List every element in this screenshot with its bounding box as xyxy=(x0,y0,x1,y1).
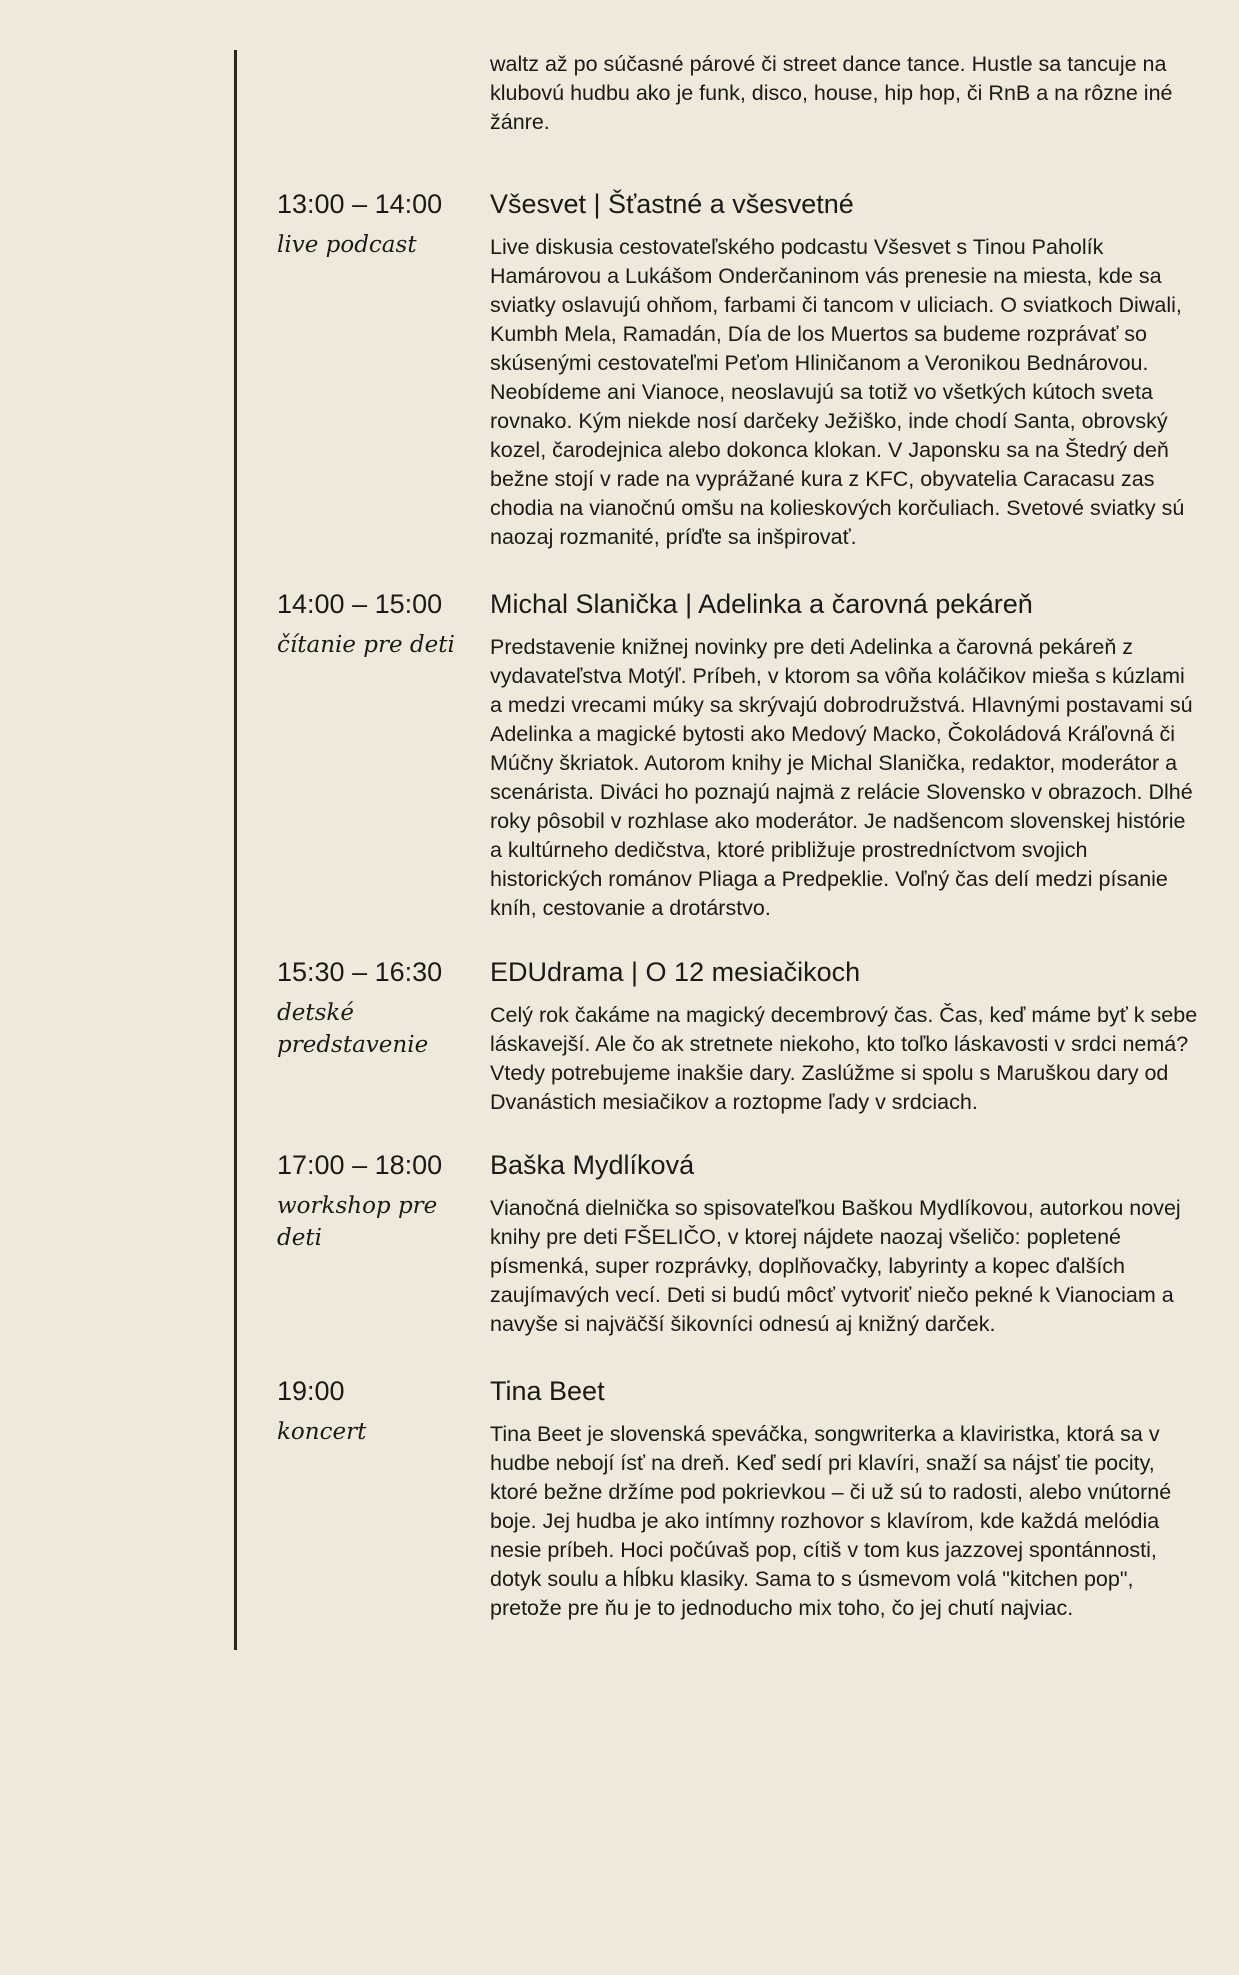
event-time: 15:30 – 16:30 xyxy=(277,957,443,987)
event-type: detské predstavenie xyxy=(277,1000,429,1058)
event-type: live podcast xyxy=(277,232,417,258)
event-time: 19:00 xyxy=(277,1376,345,1406)
event-title: EDUdrama | O 12 mesiačikoch xyxy=(490,957,861,987)
event-title: Baška Mydlíková xyxy=(490,1150,695,1180)
event-time: 14:00 – 15:00 xyxy=(277,589,443,619)
event-type: workshop pre deti xyxy=(277,1193,438,1251)
timeline-line xyxy=(234,50,237,1650)
event-description: Tina Beet je slovenská speváčka, songwriterka a klaviristka, ktorá sa v hudbe nebojí ísť na dreň. Keď sedí pri klavíri, snaží sa nájsť tie pocity, ktoré bežne držíme pod pokrievkou – či už sú to radosti, alebo vnútorné boje. Jej hudba je ako intímny rozhovor s klavírom, kde každá melódia nesie príbeh. Hoci počúvaš pop, cítiš v tom kus jazzovej spontánnosti, dotyk soulu a hĺbku klasiky. Sama to s úsmevom volá "kitchen pop", pretože pre ňu je to jednoducho mix toho, čo jej chutí najviac. xyxy=(490,1422,1172,1620)
event-description: Celý rok čakáme na magický decembrový čas. Čas, keď máme byť k sebe láskavejší. Ale čo ak stretnete niekoho, kto toľko láskavosti v srdci nemá? Vtedy potrebujeme inakšie dary. Zaslúžme si spolu s Maruškou dary od Dvanástich mesiačikov a roztopme ľady v srdciach. xyxy=(490,1003,1198,1114)
event-title: Tina Beet xyxy=(490,1376,605,1406)
event-description: Vianočná dielnička so spisovateľkou Baškou Mydlíkovou, autorkou novej knihy pre deti FŠELIČO, v ktorej nájdete naozaj všeličo: popletené písmenká, super rozprávky, doplňovačky, labyrinty a kopec ďalších zaujímavých vecí. Deti si budú môcť vytvoriť niečo pekné k Vianociam a navyše si najväčší šikovníci odnesú aj knižný darček. xyxy=(490,1196,1181,1336)
event-description: Predstavenie knižnej novinky pre deti Adelinka a čarovná pekáreň z vydavateľstva Motýľ. Príbeh, v ktorom sa vôňa koláčikov mieša s kúzlami a medzi vrecami múky sa skrývajú dobrodružstvá. Hlavnými postavami sú Adelinka a magické bytosti ako Medový Macko, Čokoládová Kráľovná či Múčny škriatok. Autorom knihy je Michal Slanička, redaktor, moderátor a scenárista. Diváci ho poznajú najmä z relácie Slovensko v obrazoch. Dlhé roky pôsobil v rozhlase ako moderátor. Je nadšencom slovenskej histórie a kultúrneho dedičstva, ktoré približuje prostredníctvom svojich historických románov Pliaga a Predpeklie. Voľný čas delí medzi písanie kníh, cestovanie a drotárstvo. xyxy=(490,635,1193,920)
event-type: koncert xyxy=(277,1419,367,1445)
event-time: 17:00 – 18:00 xyxy=(277,1150,443,1180)
event-description: Live diskusia cestovateľského podcastu Všesvet s Tinou Paholík Hamárovou a Lukášom Onderčaninom vás prenesie na miesta, kde sa sviatky oslavujú ohňom, farbami či tancom v uliciach. O sviatkoch Diwali, Kumbh Mela, Ramadán, Día de los Muertos sa budeme rozprávať so skúsenými cestovateľmi Peťom Hliničanom a Veronikou Bednárovou. Neobídeme ani Vianoce, neoslavujú sa totiž vo všetkých kútoch sveta rovnako. Kým niekde nosí darčeky Ježiško, inde chodí Santa, obrovský kozel, čarodejnica alebo dokonca klokan. V Japonsku sa na Štedrý deň bežne stojí v rade na vyprážané kura z KFC, obyvatelia Caracasu zas chodia na vianočnú omšu na kolieskových korčuliach. Svetové sviatky sú naozaj rozmanité, príďte sa inšpirovať. xyxy=(490,235,1185,549)
event-title: Michal Slanička | Adelinka a čarovná pekáreň xyxy=(490,589,1033,619)
event-title: Všesvet | Šťastné a všesvetné xyxy=(490,189,854,219)
intro-paragraph: waltz až po súčasné párové či street dance tance. Hustle sa tancuje na klubovú hudbu ako je funk, disco, house, hip hop, či RnB a na rôzne iné žánre. xyxy=(490,52,1173,134)
event-time: 13:00 – 14:00 xyxy=(277,189,443,219)
event-type: čítanie pre deti xyxy=(277,632,455,658)
